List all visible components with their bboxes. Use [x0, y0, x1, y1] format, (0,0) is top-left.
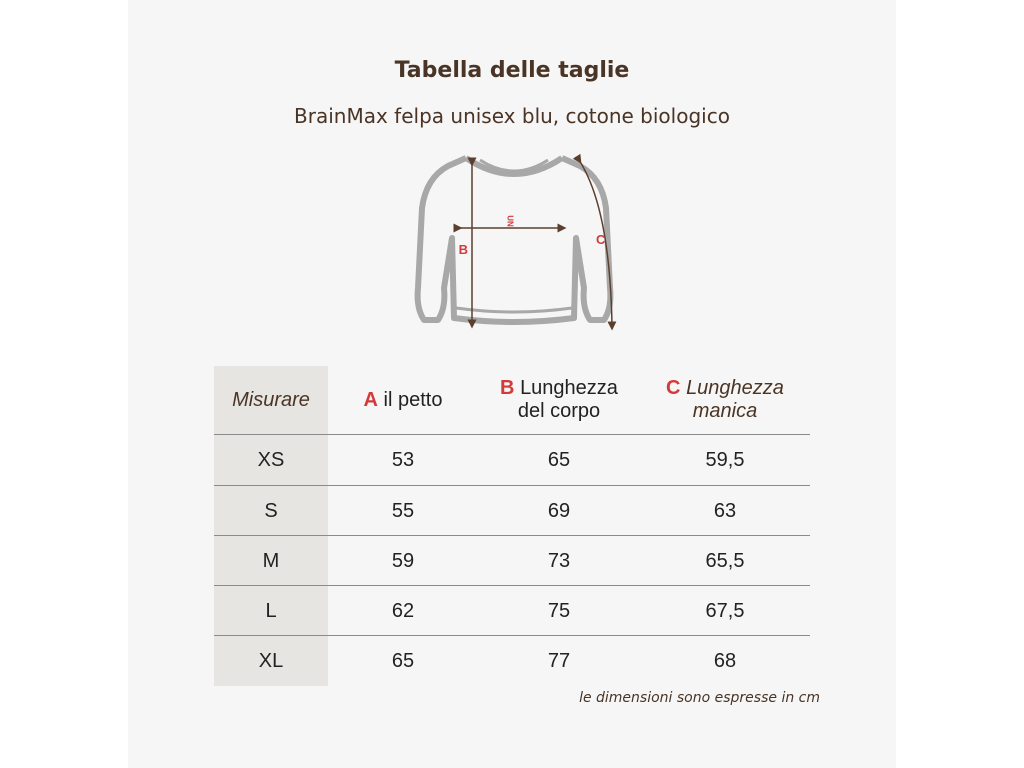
cell-a: 62 — [391, 599, 415, 622]
cell-a: 59 — [391, 549, 415, 572]
cell-c: 59,5 — [705, 448, 745, 471]
cell-size: XL — [258, 649, 284, 672]
cell-c: 63 — [713, 499, 737, 522]
cell-size: L — [265, 599, 277, 622]
header-a-letter: A — [363, 388, 378, 411]
cell-a: 55 — [391, 499, 415, 522]
cell-c: 65,5 — [705, 549, 745, 572]
cell-size: XS — [257, 448, 285, 471]
cell-b: 75 — [547, 599, 571, 622]
header-measure: Misurare — [232, 388, 310, 411]
diagram-label-c: C — [596, 232, 606, 247]
cell-b: 69 — [547, 499, 571, 522]
header-a — [328, 389, 478, 412]
header-b-text-line1: Lunghezza — [520, 377, 618, 399]
header-c-letter: C — [666, 377, 681, 399]
cell-a: 53 — [391, 448, 415, 471]
cell-c: 68 — [713, 649, 737, 672]
table-row — [214, 636, 810, 686]
table-header-row — [214, 366, 810, 434]
header-b-text-line2: del corpo — [517, 400, 601, 422]
cell-b: 65 — [547, 448, 571, 471]
page-subtitle: BrainMax felpa unisex blu, cotone biologico — [294, 104, 730, 128]
sweatshirt-icon — [404, 148, 624, 338]
footnote: le dimensioni sono espresse in cm — [579, 690, 820, 706]
diagram-label-a: UN — [505, 215, 515, 227]
header-c-text-line1: Lunghezza — [686, 377, 784, 399]
header-b-letter: B — [500, 377, 515, 399]
header-c-text-line2: manica — [692, 400, 758, 422]
cell-size: S — [264, 499, 278, 522]
diagram-label-b: B — [458, 242, 468, 257]
sweatshirt-diagram — [404, 148, 624, 338]
cell-size: M — [262, 549, 280, 572]
cell-b: 73 — [547, 549, 571, 572]
page-title: Tabella delle taglie — [394, 58, 630, 83]
cell-c: 67,5 — [705, 599, 745, 622]
table-row — [214, 486, 810, 536]
table-row — [214, 586, 810, 636]
cell-b: 77 — [547, 649, 571, 672]
size-chart-sheet — [128, 0, 896, 768]
table-row — [214, 536, 810, 586]
table-row — [214, 435, 810, 485]
header-b — [478, 377, 640, 423]
header-a-text: il petto — [383, 388, 443, 411]
cell-a: 65 — [391, 649, 415, 672]
header-c — [640, 377, 810, 423]
